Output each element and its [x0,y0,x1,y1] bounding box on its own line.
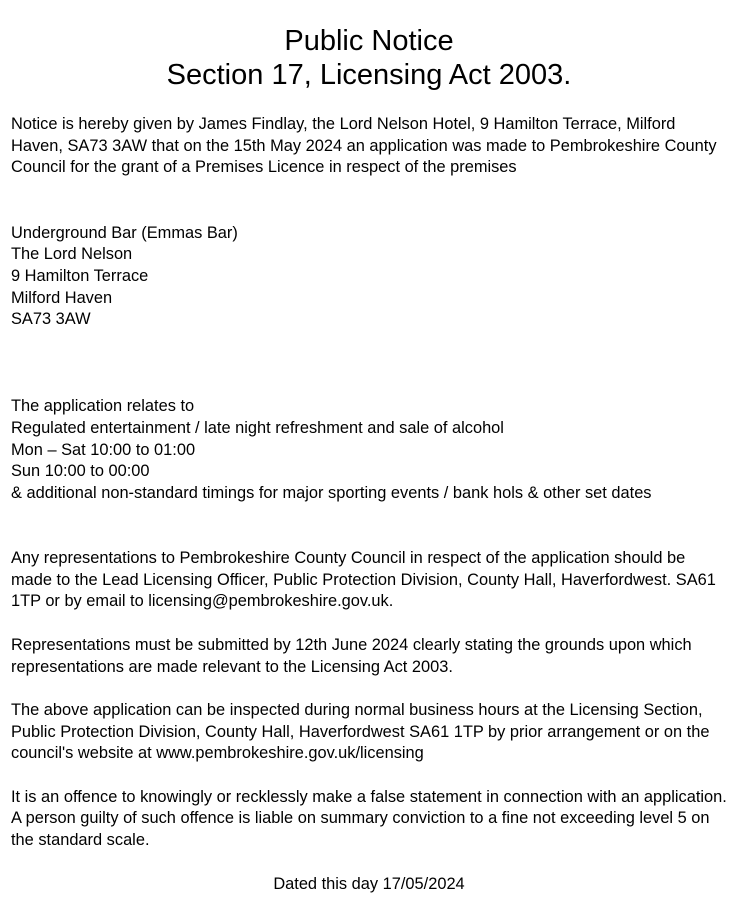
intro-paragraph: Notice is hereby given by James Findlay, the Lord Nelson Hotel, 9 Hamilton Terrace, Milford Haven, SA73 3AW that on the 15th May 2024 an application was made to Pembrokeshire County Council for the grant of a Premises Licence in respect of the premises [11,115,717,177]
address-line: The Lord Nelson [11,245,133,264]
address-line: Underground Bar (Emmas Bar) [11,223,238,242]
application-details [11,374,727,526]
application-line: Sun 10:00 to 00:00 [11,462,150,481]
application-line: The application relates to [11,397,195,416]
notice-title: Public Notice [284,25,454,57]
address-line: Milford Haven [11,288,113,307]
representations-paragraph: Any representations to Pembrokeshire County Council in respect of the application should be made to the Lead Licensing Officer, Public Protection Division, County Hall, Haverfordwest. SA61 1TP or by email to licensing@pembrokeshire.gov.uk. [11,549,716,611]
deadline-paragraph: Representations must be submitted by 12th June 2024 clearly stating the grounds upon which representations are made relevant to the Licensing Act 2003. [11,635,692,676]
offence-paragraph: It is an offence to knowingly or recklessly make a false statement in connection with an application. A person guilty of such offence is liable on summary conviction to a fine not exceeding level 5 on the standard scale. [11,787,727,850]
application-line: Regulated entertainment / late night refreshment and sale of alcohol [11,418,504,437]
notice-subtitle: Section 17, Licensing Act 2003. [166,59,572,91]
inspection-paragraph: The above application can be inspected during normal business hours at the Licensing Section, Public Protection Division, County Hall, Haverfordwest SA61 1TP by prior arrangement or on the council's website at www.pembrokeshire.gov.uk/licensing [11,700,710,763]
notice-title-block [11,24,727,92]
application-line: & additional non-standard timings for major sporting events / bank hols & other set dates [11,483,652,502]
address-line: SA73 3AW [11,310,91,329]
premises-address [11,201,727,353]
dated-line: Dated this day 17/05/2024 [273,874,465,893]
address-line: 9 Hamilton Terrace [11,266,149,285]
application-line: Mon – Sat 10:00 to 01:00 [11,440,196,459]
